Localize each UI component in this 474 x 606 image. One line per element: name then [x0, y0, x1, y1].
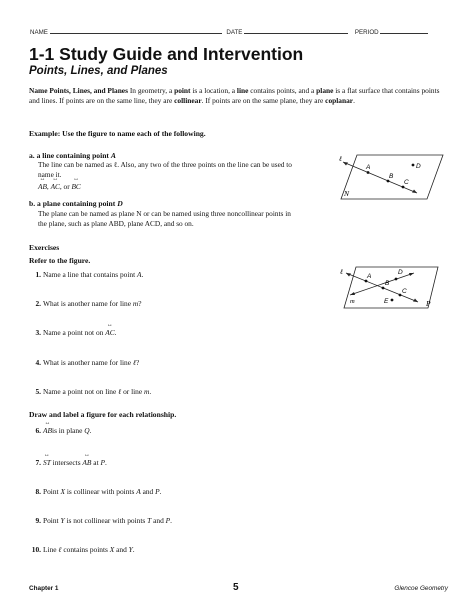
exercise-2[interactable] [29, 299, 142, 308]
exercise-8[interactable] [29, 487, 161, 496]
question-var: A [136, 487, 141, 496]
exercise-4[interactable] [29, 358, 139, 367]
label-c: C [402, 288, 407, 295]
refer-text: Refer to the figure. [29, 256, 91, 265]
question-text: or line [121, 387, 145, 396]
label-p: P [426, 299, 431, 308]
question-var: A [137, 270, 142, 279]
example-a-heading [29, 151, 116, 160]
question-text: What is another name for line [43, 299, 133, 308]
intro-text: is a flat surface that contains points and lines. If points are on the same line, they are [29, 86, 440, 106]
question-text: . [132, 545, 135, 554]
question-var: T [147, 516, 152, 525]
question-text: . [170, 516, 172, 525]
label-d: D [416, 163, 421, 170]
label-e: E [384, 298, 389, 305]
line-name-bc: ↔ BC [71, 182, 80, 191]
question-text: at [91, 458, 101, 467]
page-title: 1-1 Study Guide and Intervention [29, 44, 304, 64]
question-number: 2. [35, 299, 41, 308]
example-text: Use the figure to name each of the following. [62, 129, 206, 138]
question-var: Y [128, 545, 133, 554]
question-segment: ↔ ST [43, 458, 51, 467]
question-text: and [140, 487, 156, 496]
footer-chapter: Chapter 1 [29, 585, 59, 592]
plane-p-outline [344, 267, 438, 308]
question-number: 6. [35, 426, 41, 435]
question-segment: ↔ AB [82, 458, 91, 467]
example-a-line2: name it. [38, 170, 62, 179]
arrow-head-icon [409, 273, 414, 276]
example-a-var: A [110, 151, 116, 160]
example-heading [29, 129, 206, 138]
label-a: A [366, 164, 371, 171]
intro-text: In geometry, a [127, 86, 175, 95]
exercise-3[interactable] [29, 328, 117, 337]
point-d [395, 278, 398, 281]
intro-text: is a location, a [190, 86, 237, 95]
question-var: ℓ [58, 545, 62, 554]
footer-page-number: 5 [233, 582, 239, 593]
question-text: . [141, 270, 144, 279]
intro-text: . [353, 96, 355, 106]
question-text: Point [43, 516, 61, 525]
intro-text: contains points, and a [248, 86, 317, 95]
question-segment: ↔ AB [43, 426, 52, 435]
example-a-body [38, 160, 338, 192]
point-d [412, 164, 415, 167]
point-e [391, 299, 394, 302]
question-number: 3. [35, 328, 41, 337]
question-var: X [109, 545, 115, 554]
example-b-line1: The plane can be named as plane N or can be named using three noncollinear points in [38, 209, 291, 218]
question-segment: ↔ AC [105, 328, 114, 337]
point-a [367, 171, 370, 174]
point-c [399, 294, 402, 297]
question-text: Line [43, 545, 59, 554]
label-b: B [389, 173, 394, 180]
name-blank[interactable] [50, 27, 222, 34]
question-number: 10. [31, 545, 41, 554]
arrow-head-icon [350, 292, 355, 295]
point-b [387, 180, 390, 183]
term-plane: plane [316, 86, 334, 95]
example-label: Example: [29, 129, 61, 138]
question-text: . [159, 487, 162, 496]
example-b-body [38, 209, 338, 229]
label-a: A [367, 273, 372, 280]
page-header [30, 27, 450, 36]
question-text: is in plane [52, 426, 85, 435]
line-name-ac: ↔ AC [51, 182, 60, 191]
footer-book: Glencoe Geometry [394, 585, 448, 592]
example-b-label: b. a plane containing point [29, 199, 118, 208]
label-c: C [404, 179, 409, 186]
question-text: and [151, 516, 166, 525]
question-text: and [114, 545, 129, 554]
question-number: 1. [35, 270, 41, 279]
question-number: 7. [35, 458, 41, 467]
label-n: N [344, 189, 350, 198]
period-blank[interactable] [380, 27, 428, 34]
question-text: . [149, 387, 152, 396]
question-number: 5. [35, 387, 41, 396]
question-text: What is another name for line [43, 358, 133, 367]
exercise-7[interactable] [29, 458, 107, 467]
question-text: Name a point not on [43, 328, 106, 337]
exercise-6[interactable] [29, 426, 91, 435]
separator: , or [59, 182, 72, 191]
question-text: is not collinear with points [64, 516, 148, 525]
question-var: ℓ [132, 358, 136, 367]
term-point: point [174, 86, 191, 95]
intro-paragraph [29, 86, 447, 107]
question-var: Y [60, 516, 65, 525]
exercise-5[interactable] [29, 387, 151, 396]
question-text: contains points [61, 545, 110, 554]
line-l [343, 162, 417, 193]
question-var: P [165, 516, 171, 525]
question-var: m [132, 299, 139, 308]
line-name-ab: ↔ AB [38, 182, 47, 191]
question-number: 4. [35, 358, 41, 367]
question-text: Name a point not on line [43, 387, 119, 396]
question-text: Name a line that contains point [43, 270, 137, 279]
term-line: line [236, 86, 249, 95]
label-b: B [385, 280, 390, 287]
question-text: is collinear with points [64, 487, 137, 496]
label-m: m [350, 298, 355, 305]
exercise-10[interactable] [29, 545, 135, 554]
question-var: ℓ [118, 387, 122, 396]
page-subtitle: Points, Lines, and Planes [29, 65, 168, 77]
example-figure [335, 151, 445, 203]
period-label: PERIOD [354, 29, 379, 36]
name-label: NAME [30, 29, 48, 36]
example-b-line2: the plane, such as plane ABD, plane ACD, and so on. [38, 219, 194, 228]
exercise-9[interactable] [29, 516, 172, 525]
label-l: ℓ [340, 268, 343, 276]
date-blank[interactable] [244, 27, 348, 34]
exercise-1[interactable] [29, 270, 143, 279]
example-b-var: D [117, 199, 123, 208]
term-coplanar: coplanar [325, 96, 354, 106]
question-text: ? [138, 299, 142, 308]
intro-text: . If points are on the same plane, they are [201, 96, 326, 106]
question-text: . [105, 458, 107, 467]
term-collinear: collinear [174, 96, 202, 106]
date-label: DATE [226, 29, 243, 36]
intro-heading: Name Points, Lines, and Planes [29, 86, 128, 95]
example-b-heading [29, 199, 123, 208]
label-l: ℓ [339, 155, 342, 163]
question-text: ? [135, 358, 140, 367]
question-var: m [144, 387, 150, 396]
question-text: intersects [50, 458, 83, 467]
separator: , [46, 182, 51, 191]
example-a-label: a. a line containing point [29, 151, 111, 160]
question-text: Point [43, 487, 61, 496]
point-b [382, 287, 385, 290]
example-a-names [38, 182, 338, 192]
question-var: Q [84, 426, 90, 435]
question-var: P [155, 487, 160, 496]
exercise-figure [338, 264, 446, 312]
point-c [402, 186, 405, 189]
point-a [365, 280, 368, 283]
question-var: X [60, 487, 65, 496]
question-text: . [89, 426, 92, 435]
question-text: . [114, 328, 117, 337]
draw-heading: Draw and label a figure for each relationship. [29, 410, 177, 419]
label-d: D [398, 269, 403, 276]
question-var: P [100, 458, 105, 467]
question-number: 9. [35, 516, 41, 525]
example-a-line1: The line can be named as ℓ. Also, any two of the three points on the line can be used to [38, 160, 292, 169]
question-number: 8. [35, 487, 41, 496]
exercises-heading: Exercises [29, 243, 60, 252]
